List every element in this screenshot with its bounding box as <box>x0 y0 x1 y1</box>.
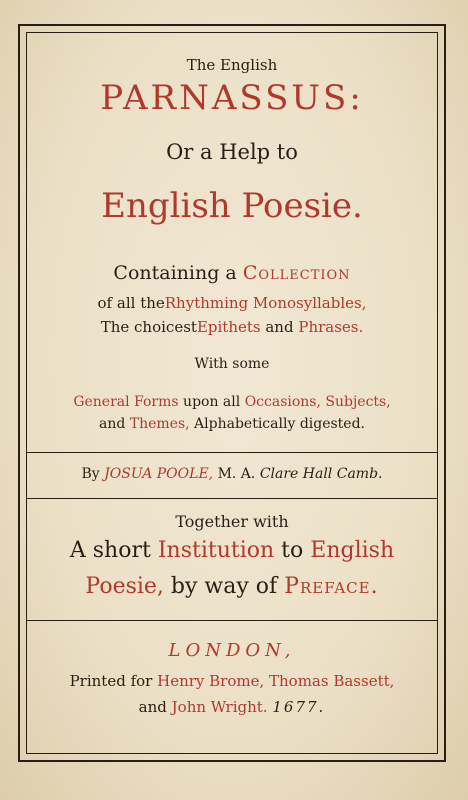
title-prefix: The English <box>186 56 278 74</box>
henry-brome-text: Henry Brome, <box>157 672 265 690</box>
general-forms-line <box>30 394 434 410</box>
short-institution-line <box>30 538 434 563</box>
printed-for-text: Printed for <box>69 672 153 690</box>
by-way-of-text: by way of <box>170 574 278 599</box>
containing-line <box>30 262 434 284</box>
author-name: JOSUA POOLE, <box>104 466 214 482</box>
and-prefix-text: and <box>138 698 167 716</box>
and-text: and <box>265 318 294 336</box>
together-line <box>30 512 434 531</box>
imprint-year: 1677. <box>272 698 326 716</box>
general-forms-text: General Forms <box>73 394 179 410</box>
a-short-text: A short <box>69 538 151 563</box>
poesie-text: Poesie, <box>85 574 164 599</box>
upon-all-text: upon all <box>183 394 241 410</box>
themes-line <box>30 416 434 432</box>
john-wright-text: John Wright. <box>171 698 268 716</box>
imprint-place <box>30 640 434 661</box>
main-title <box>30 78 434 118</box>
with-some-line <box>30 356 434 372</box>
phrases-text: Phrases. <box>298 318 364 336</box>
english-poesie-line <box>30 186 434 226</box>
main-title-text: PARNASSUS: <box>100 78 364 118</box>
and-themes-prefix: and <box>98 416 126 432</box>
subjects-text: Subjects, <box>325 394 391 410</box>
epithets-line <box>30 318 434 336</box>
divider-rule-1 <box>26 452 438 453</box>
together-text: Together with <box>175 512 289 531</box>
subtitle-text: Or a Help to <box>166 140 298 164</box>
subtitle-line <box>30 140 434 164</box>
divider-rule-3 <box>26 620 438 621</box>
to-text: to <box>281 538 304 563</box>
epithets-text: Epithets <box>196 318 261 336</box>
english-poesie-text: English Poesie. <box>101 186 363 226</box>
thomas-bassett-text: Thomas Bassett, <box>269 672 395 690</box>
john-wright-line <box>30 698 434 716</box>
by-text: By <box>81 466 100 482</box>
monosyllables-line <box>30 294 434 312</box>
title-line-1 <box>30 56 434 74</box>
divider-rule-2 <box>26 498 438 499</box>
collection-text: Collection <box>242 262 351 284</box>
printed-for-line <box>30 672 434 690</box>
themes-text: Themes, <box>129 416 190 432</box>
containing-text: Containing a <box>113 262 237 284</box>
author-line <box>30 466 434 482</box>
preface-line <box>30 574 434 599</box>
alphabetically-text: Alphabetically digested. <box>194 416 366 432</box>
english-text: English <box>310 538 395 563</box>
choicest-text: The choicest <box>100 318 197 336</box>
with-some-text: With some <box>194 356 270 372</box>
institution-text: Institution <box>157 538 275 563</box>
of-all-the-text: of all the <box>97 294 165 312</box>
rhythming-monosyllables-text: Rhythming Monosyllables, <box>164 294 367 312</box>
author-degree: M. A. <box>217 466 256 482</box>
author-college: Clare Hall Camb. <box>259 466 383 482</box>
london-text: LONDON, <box>168 640 296 661</box>
preface-text: Preface. <box>284 574 379 599</box>
occasions-text: Occasions, <box>244 394 321 410</box>
